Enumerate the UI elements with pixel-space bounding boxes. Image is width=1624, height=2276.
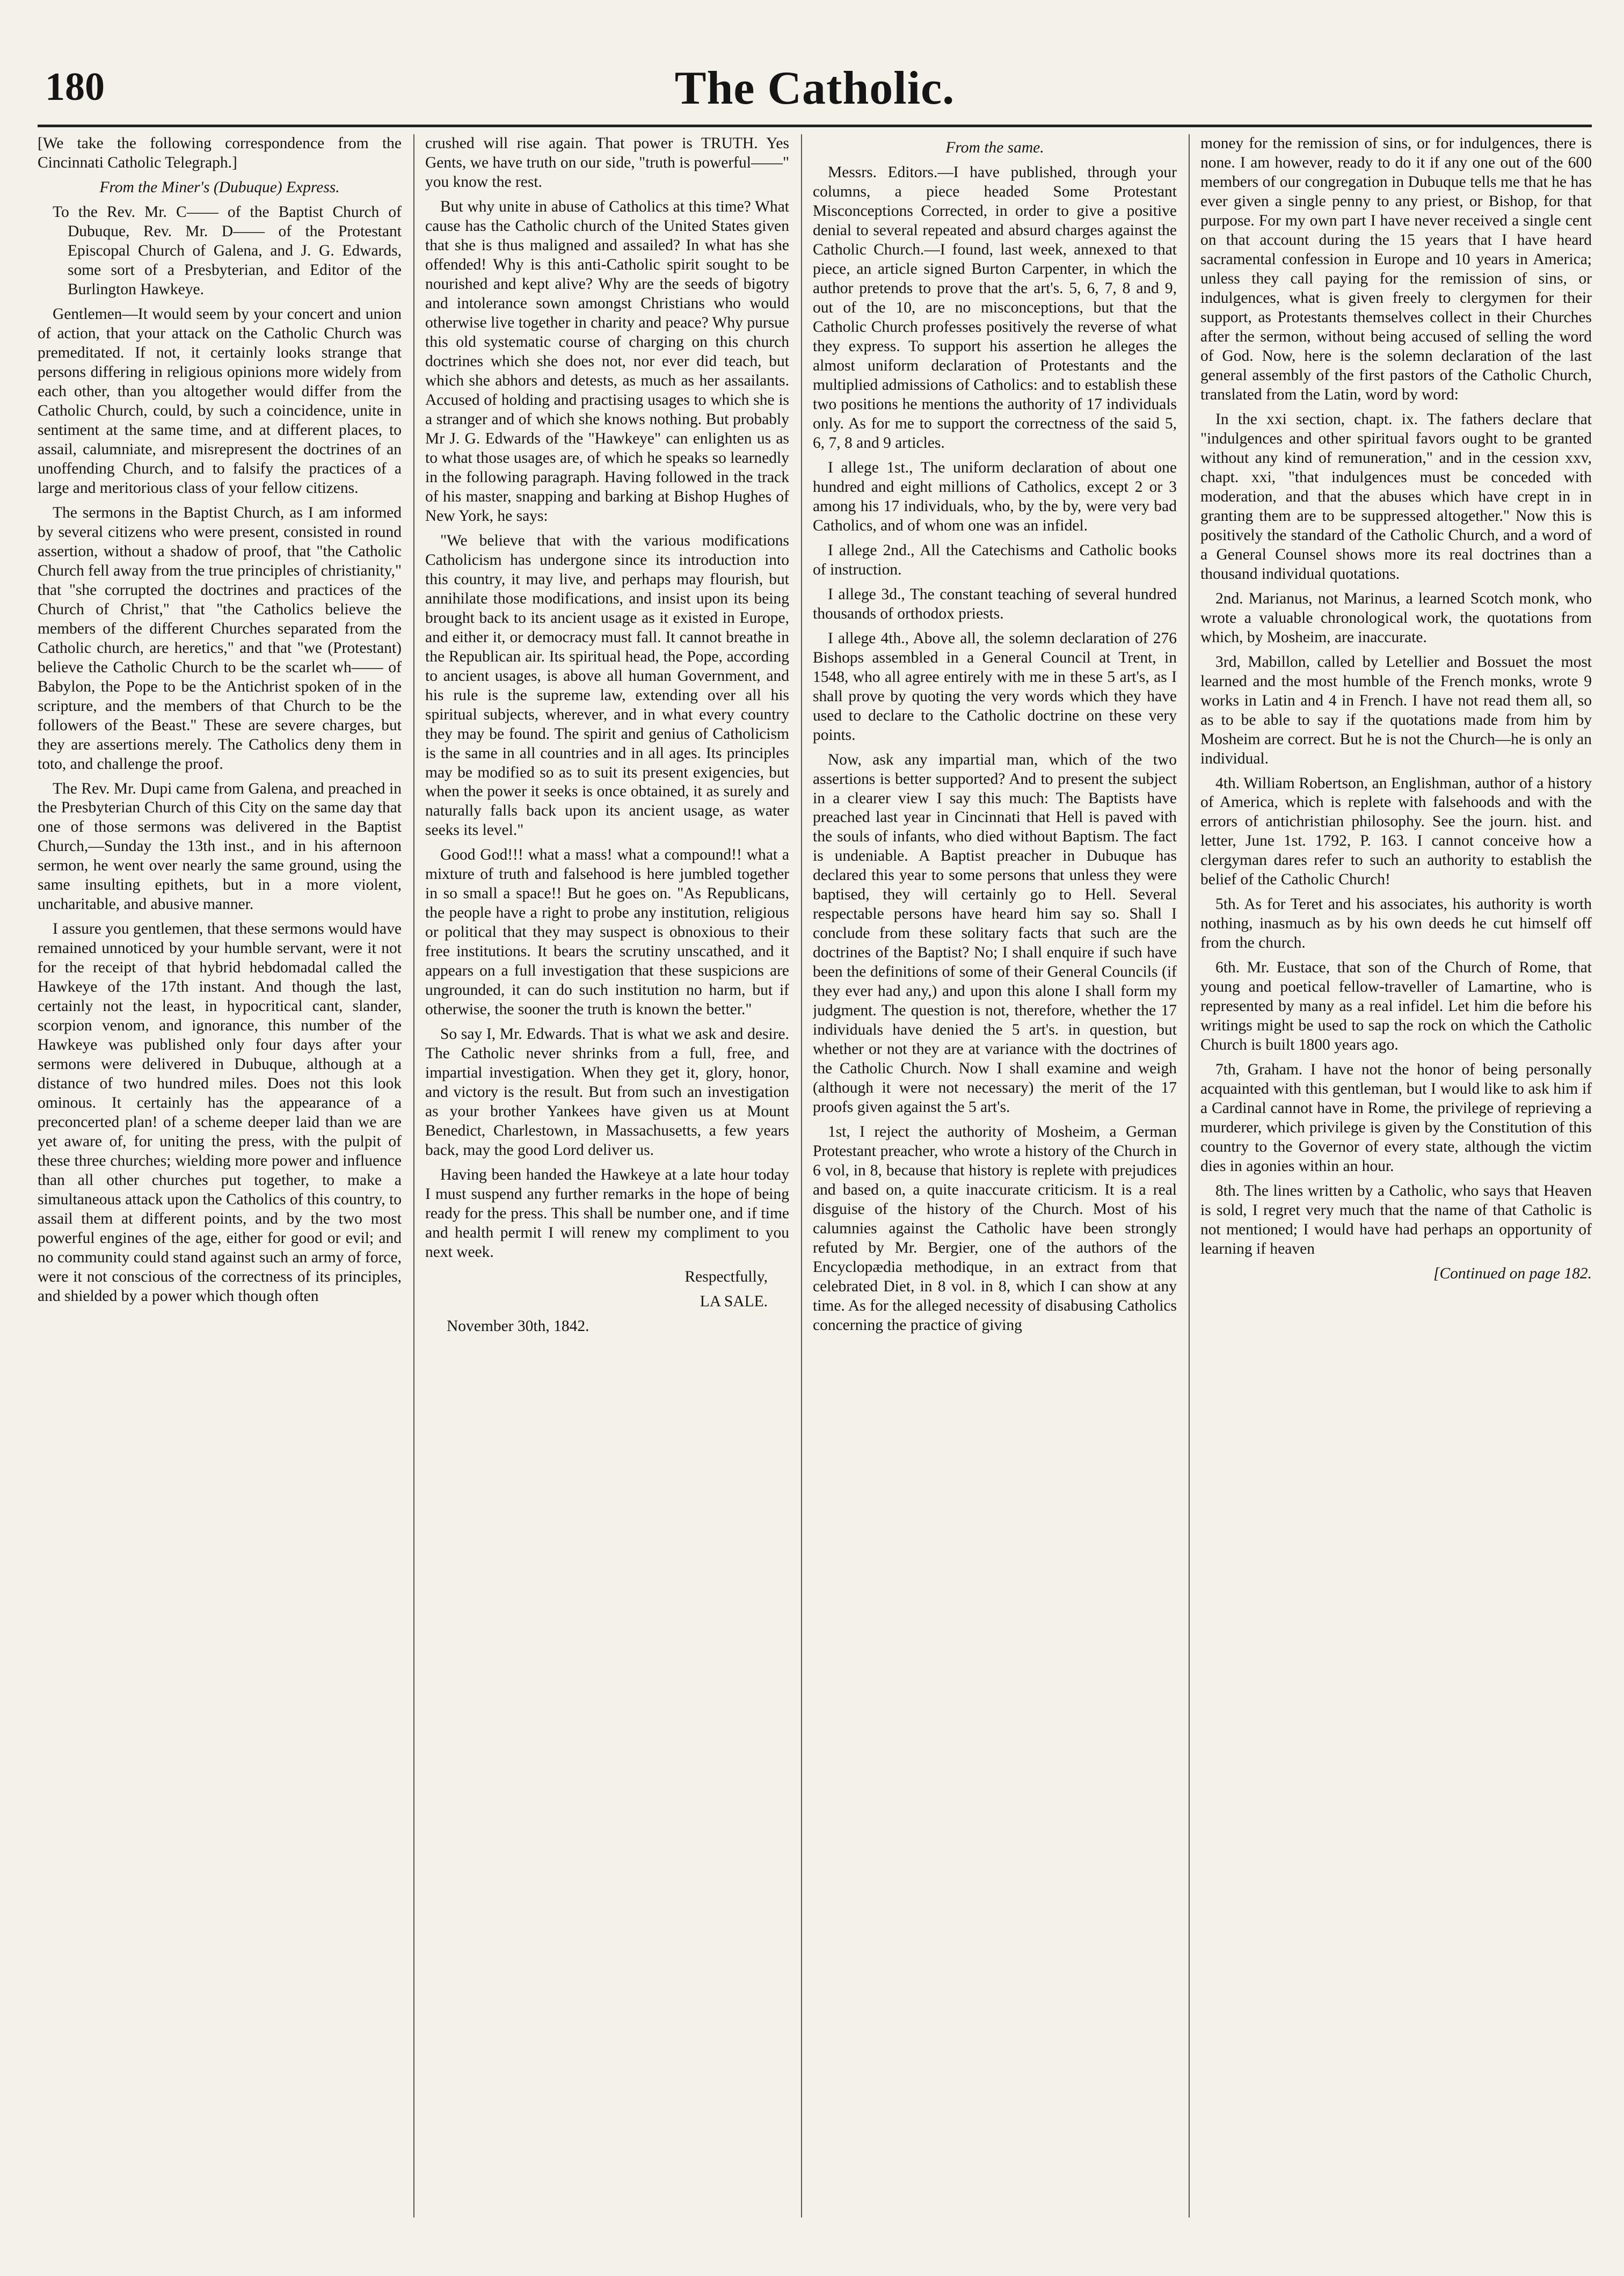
continued-note: [Continued on page 182.: [1433, 1265, 1592, 1283]
paragraph: I allege 2nd., All the Catechisms and Catholic books of instruction.: [813, 541, 1177, 578]
column-divider: [801, 134, 802, 2217]
column-2: [425, 134, 789, 2244]
paragraph: 2nd. Marianus, not Marinus, a learned Scotch monk, who wrote a valuable chronological work, the quotations from which, by Mosheim, are inaccurate.: [1200, 590, 1592, 646]
paragraph: crushed will rise again. That power is TRUTH. Yes Gents, we have truth on our side, "truth is powerful——" you know the rest.: [425, 135, 789, 191]
section-heading: From the same.: [945, 139, 1044, 156]
paragraph: Good God!!! what a mass! what a compound!! what a mixture of truth and falsehood is here jumbled together in so small a space!! But he goes on. "As Republicans, the people have a right to probe any institution, religious or political that they may suspect is obnoxious to their free institutions. It bears the scrutiny unscathed, and it appears on a full investigation that these suspicions are ungrounded, it can do such institution no harm, but if otherwise, the sooner the truth is known the better.": [425, 846, 789, 1019]
article-columns: [38, 134, 1592, 2244]
paragraph: Messrs. Editors.—I have published, through your columns, a piece headed Some Protestant Misconceptions Corrected, in order to give a positive denial to several repeated and absurd charges against the Catholic Church.—I found, last week, annexed to that piece, an article signed Burton Carpenter, in which the author pretends to prove that the art's. 5, 6, 7, 8 and 9, out of the 10, are no misconceptions, but that the Catholic Church professes positively the reverse of what they express. To support his assertion he alleges the almost uniform declaration of Protestants and the multiplied admissions of Catholics: and to establish these two positions he mentions the authority of 17 individuals only. As for me to support the correctness of the said 5, 6, 7, 8 and 9 articles.: [813, 163, 1177, 452]
paragraph: "We believe that with the various modifications Catholicism has undergone since its introduction into this country, it may live, and perhaps may flourish, but annihilate those modifications, and insist upon its being brought back to its ancient usage as it existed in Europe, and either it, or democracy must fall. It cannot breathe in the Republican air. Its spiritual head, the Pope, according to ancient usages, is above all human Government, and his rule is the supreme law, extending over all his spiritual subjects, wherever, and in what every country they may be found. The spirit and genius of Catholicism is the same in all countries and in all ages. Its principles may be modified so as to suit its present exigencies, but when the power it seeks is once obtained, it as surely and naturally falls back upon its ancient usage, as water seeks its level.": [425, 532, 789, 839]
paragraph: 6th. Mr. Eustace, that son of the Church of Rome, that young and poetical fellow-traveller of Lamartine, who is represented by many as a real infidel. Let him die before his writings might be used to sap the rock on which the Catholic Church is built 1800 years ago.: [1200, 959, 1592, 1054]
paragraph: I assure you gentlemen, that these sermons would have remained unnoticed by your humble servant, were it not for the receipt of that hybrid hebdomadal called the Hawkeye of the 17th instant. And though the last, certainly not the least, in hypocritical cant, slander, scorpion venom, and ignorance, this number of the Hawkeye was published only four days after your sermons were delivered in Dubuque, although at a distance of two hundred miles. Does not this look ominous. It certainly has the appearance of a preconcerted plan! of a scheme deeper laid than we are yet aware of, for uniting the press, with the pulpit of these three churches; wielding more power and influence than all other churches put together, to make a simultaneous attack upon the Catholics of this country, to assail them at different points, and by the two most powerful engines of the age, either for good or evil; and no community could stand against such an army of force, were it not conscious of the correctness of its principles, and shielded by a power which though often: [38, 920, 402, 1305]
paragraph: 5th. As for Teret and his associates, his authority is worth nothing, inasmuch as by his own deeds he cut himself off from the church.: [1200, 896, 1592, 952]
paragraph: I allege 1st., The uniform declaration of about one hundred and eight millions of Catholics, except 2 or 3 among his 17 individuals, who, by the by, were very bad Catholics, and of whom one was an infidel.: [813, 459, 1177, 534]
paragraph: 1st, I reject the authority of Mosheim, a German Protestant preacher, who wrote a history of the Church in 6 vol, in 8, because that history is replete with prejudices and based on, a quite inaccurate criticism. It is a real disguise of the history of the Church. Most of his calumnies against the Catholic have been strongly refuted by Mr. Bergier, one of the authors of the Encyclopædia methodique, in an extract from that celebrated Diet, in 8 vol. in 8, which I can show at any time. As for the alleged necessity of disabusing Catholics concerning the practice of giving: [813, 1123, 1177, 1334]
page-number: 180: [45, 65, 105, 109]
paragraph: money for the remission of sins, or for indulgences, there is none. I am however, ready to do it if any one out of the 600 members of our congregation in Dubuque tells me that he has ever given a single penny to any priest, or Bishop, for that purpose. For my own part I have never received a single cent on that account during the 15 years that I have heard sacramental confession in Europe and 10 years in America; unless they call paying for the remission of sins, or indulgences, what is given freely to clergymen for their support, as Protestants themselves collect in their Churches after the sermon, without being accused of selling the word of God. Now, here is the solemn declaration of the last general assembly of the first pastors of the Catholic Church, translated from the Latin, word by word:: [1200, 135, 1592, 403]
paragraph: 7th, Graham. I have not the honor of being personally acquainted with this gentleman, but I would like to ask him if a Cardinal cannot have in Rome, the privilege of reprieving a murderer, which privilege is given by the Constitution of this country to the Governor of every state, although the victim dies in agonies within an hour.: [1200, 1061, 1592, 1175]
paragraph: The Rev. Mr. Dupi came from Galena, and preached in the Presbyterian Church of this City on the same day that one of those sermons was delivered in the Baptist Church,—Sunday the 13th inst., and in his afternoon sermon, he went over nearly the same ground, using the same insulting epithets, but in a more violent, uncharitable, and abusive manner.: [38, 780, 402, 913]
paragraph: Having been handed the Hawkeye at a late hour today I must suspend any further remarks in the hope of being ready for the press. This shall be number one, and if time and health permit I will renew my compliment to you next week.: [425, 1166, 789, 1261]
paragraph: Gentlemen—It would seem by your concert and union of action, that your attack on the Catholic Church was premeditated. If not, it certainly looks strange that persons differing in religious opinions more widely from each other, than you altogether would differ from the Catholic Church, could, by such a coincidence, unite in sentiment at the same time, and at different places, to assail, calumniate, and misrepresent the doctrines of an unoffending Church, and to falsify the practices of a large and meritorious class of your fellow citizens.: [38, 305, 402, 497]
paragraph: I allege 3d., The constant teaching of several hundred thousands of orthodox priests.: [813, 585, 1177, 622]
paragraph: 8th. The lines written by a Catholic, who says that Heaven is sold, I regret very much that the name of that Catholic is not mentioned; I would have had perhaps an opportunity of learning if heaven: [1200, 1182, 1592, 1258]
paragraph: But why unite in abuse of Catholics at this time? What cause has the Catholic church of the United States given that she is thus maligned and assailed? In what has she offended! Why is this anti-Catholic spirit sought to be nourished and kept alive? Why are the seeds of bigotry and intolerance sown amongst Christians who would otherwise live together in charity and peace? Why pursue this old systematic course of charging on this church doctrines which she does not, nor ever did teach, but which she abhors and detests, as much as her assailants. Accused of holding and practising usages to which she is a stranger and of which she knows nothing. But probably Mr J. G. Edwards of the "Hawkeye" can enlighten us as to what those usages are, of which he speaks so learnedly in the following paragraph. Having followed in the track of his master, snapping and barking at Bishop Hughes of New York, he says:: [425, 198, 789, 525]
dateline: November 30th, 1842.: [447, 1318, 589, 1335]
column-divider: [413, 134, 414, 2217]
paragraph: So say I, Mr. Edwards. That is what we ask and desire. The Catholic never shrinks from a full, free, and impartial investigation. When they get it, glory, honor, and victory is the result. But from such an investigation as your brother Yankees have given us at Mount Benedict, Charlestown, in Massachusetts, a few years back, may the good Lord deliver us.: [425, 1026, 789, 1159]
signature-line: Respectfully,: [684, 1268, 768, 1286]
column-divider: [1189, 134, 1190, 2217]
column-1: [38, 134, 402, 2244]
section-heading: From the Miner's (Dubuque) Express.: [99, 178, 340, 196]
paragraph: In the xxi section, chapt. ix. The fathers declare that "indulgences and other spiritual favors ought to be granted without any kind of remuneration," and in the cession xxv, chapt. xxi, "that indulgences must be conceded with moderation, and that the abuses which have crept in in granting them are to be suppressed altogether." Now this is positively the standard of the Catholic Church, and a word of a General Counsel shows more its real doctrines than a thousand individual quotations.: [1200, 410, 1592, 583]
paragraph: 3rd, Mabillon, called by Letellier and Bossuet the most learned and the most humble of the French monks, wrote 9 works in Latin and 4 in French. I have not read them all, so as to be able to say if the quotations made from him by Mosheim are correct. But he is not the Church—he is only an individual.: [1200, 653, 1592, 767]
signature-line: LA SALE.: [700, 1293, 768, 1311]
publication-title: The Catholic.: [674, 62, 955, 114]
column-3: [813, 134, 1177, 2244]
paragraph: [We take the following correspondence from the Cincinnati Catholic Telegraph.]: [38, 135, 402, 171]
paragraph: I allege 4th., Above all, the solemn declaration of 276 Bishops assembled in a General Council at Trent, in 1548, who all agree entirely with me in these 5 art's, as I shall prove by quoting the very words which they have used to declare to the Catholic doctrine on these very points.: [813, 629, 1177, 744]
column-4: [1200, 134, 1592, 2244]
paragraph: The sermons in the Baptist Church, as I am informed by several citizens who were present, consisted in round assertion, without a shadow of proof, that "the Catholic Church fell away from the true principles of christianity," that "she corrupted the doctrines and practices of the Church of Christ," that "the Catholics believe the members of the different Churches separated from the Catholic church, are heretics," and that "we (Protestant) believe the Catholic Church to be the scarlet wh—— of Babylon, the Pope to be the Antichrist spoken of in the scripture, and the members of that Church to be the followers of the Beast." These are severe charges, but they are assertions merely. The Catholics deny them in toto, and challenge the proof.: [38, 504, 402, 773]
letter-address: To the Rev. Mr. C—— of the Baptist Church of Dubuque, Rev. Mr. D—— of the Protestant Episcopal Church of Galena, and J. G. Edwards, some sort of a Presbyterian, and Editor of the Burlington Hawkeye.: [53, 203, 402, 298]
paragraph: Now, ask any impartial man, which of the two assertions is better supported? And to present the subject in a clearer view I say this much: The Baptists have preached last year in Cincinnati that Hell is paved with the souls of infants, who died without Baptism. The fact is undeniable. A Baptist preacher in Dubuque has declared this year to some persons that unless they were baptised, they will certainly go to Hell. Several respectable persons have heard him say so. Shall I conclude from these solitary facts that such are the doctrines of the Baptist? No; I shall enquire if such have been the definitions of some of their General Councils (if they ever had any,) and upon this alone I shall form my judgment. The question is not, therefore, whether the 17 individuals have denied the 5 art's. in question, but whether or not they are at variance with the doctrines of the Catholic Church. Now I shall examine and weigh (although it were not necessary) the merit of the 17 proofs given against the 5 art's.: [813, 751, 1177, 1116]
header-rule: [38, 125, 1592, 127]
page-header: [38, 64, 1592, 123]
paragraph: 4th. William Robertson, an Englishman, author of a history of America, which is replete with falsehoods and with the errors of antichristian philosophy. See the journ. hist. and letter, June 1st. 1792, P. 163. I cannot conceive how a clergyman dares refer to such an authority to establish the belief of the Catholic Church!: [1200, 774, 1592, 889]
